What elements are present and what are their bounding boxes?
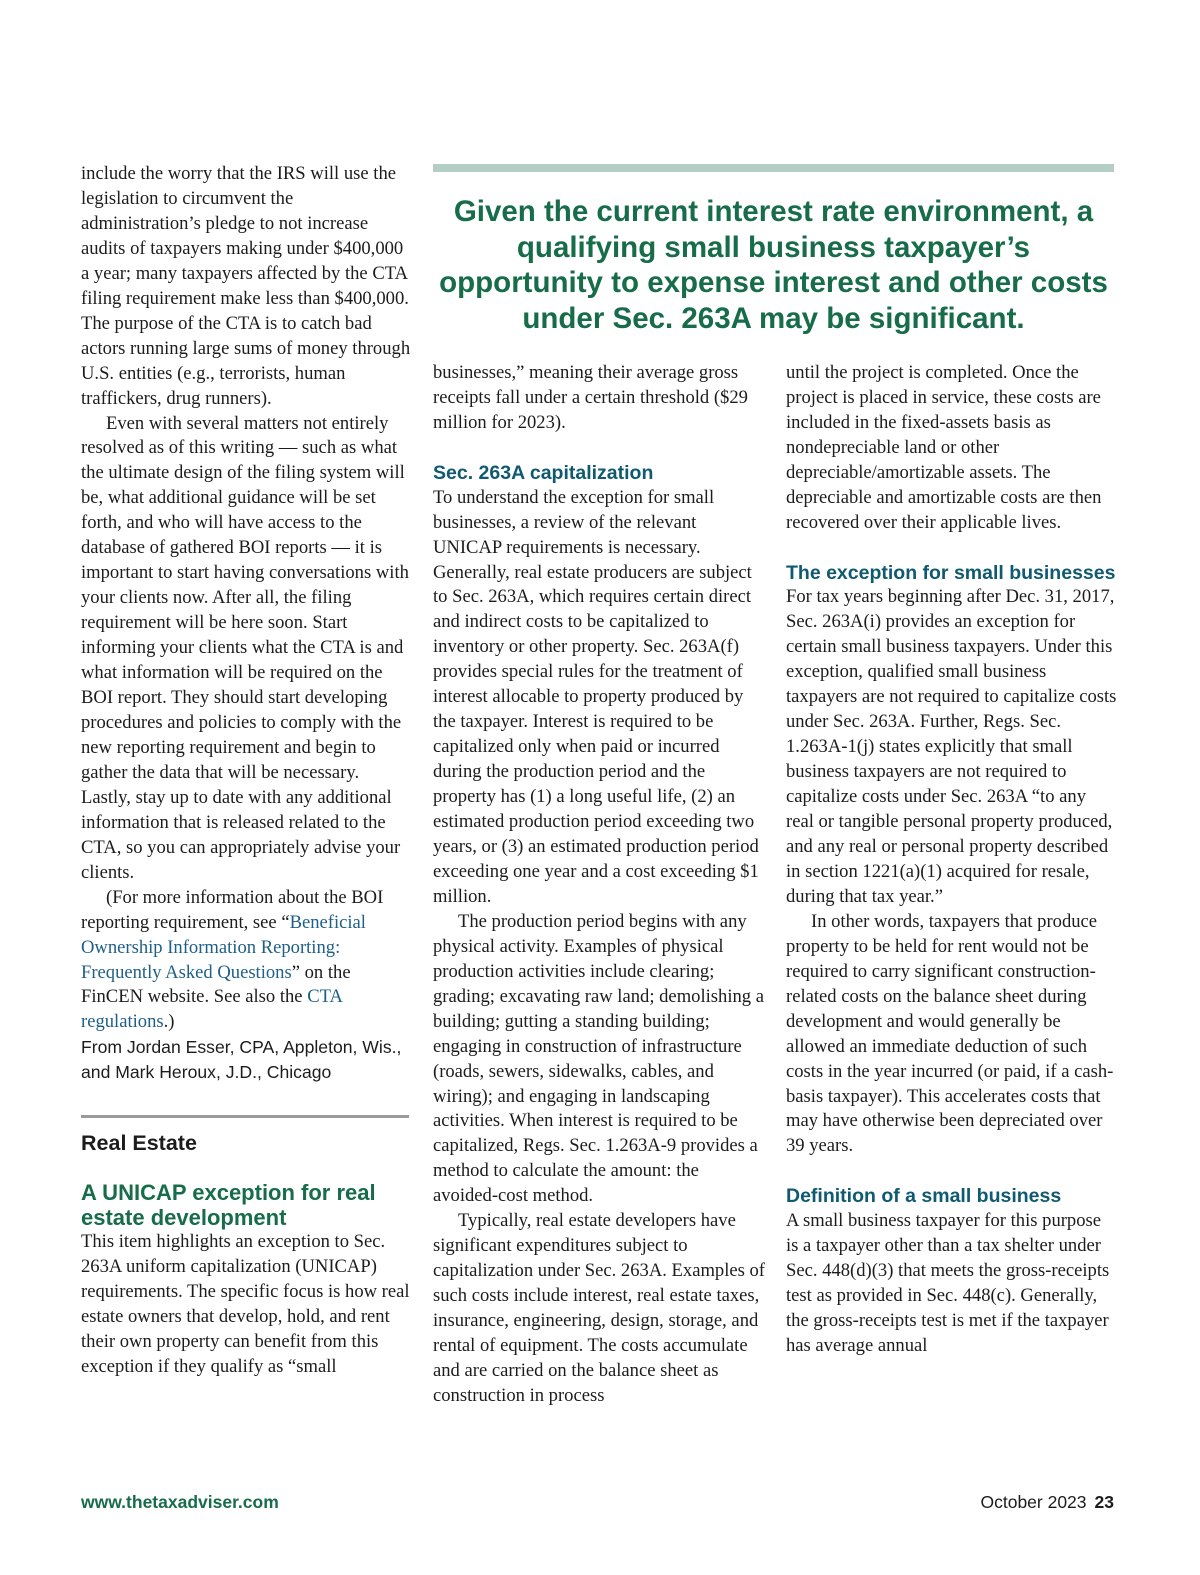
spacer: [433, 436, 768, 461]
paragraph: To understand the exception for small businesses, a review of the relevant UNICAP requirements is necessary. Generally, real estate producers are subject to Sec. 263A, which requires certain direct and indirect costs to be capitalized to inventory or other property. Sec. 263A(f) provides special rules for the treatment of interest allocable to property produced by the taxpayer. Interest is required to be capitalized only when paid or incurred during the production period and the property has (1) a long useful life, (2) an estimated production period exceeding two years, or (3) an estimated production period exceeding one year and a cost exceeding $1 million.: [433, 486, 759, 907]
paragraph: Even with several matters not entirely resolved as of this writing — such as what the ultimate design of the filing system will be, what additional guidance will be set forth, and who will have access to the database of gathered BOI reports — it is important to start having conversations with your clients now. After all, the filing requirement will be here soon. Start informing your clients what the CTA is and what information will be required on the BOI report. They should start developing procedures and policies to comply with the new reporting requirement and begin to gather the data that will be necessary. Lastly, stay up to date with any additional information that is released related to the CTA, so you can appropriately advise your clients.: [81, 412, 409, 883]
paragraph: until the project is completed. Once the project is placed in service, these costs are included in the fixed-assets basis as nondepreciable land or other depreciable/amortizable assets. The depreciable and amortizable costs are then recovered over their applicable lives.: [786, 362, 1102, 533]
pullquote-bar: [433, 164, 1114, 172]
column-middle: [433, 361, 768, 1409]
author-byline: From Jordan Esser, CPA, Appleton, Wis., and Mark Heroux, J.D., Chicago: [81, 1037, 402, 1083]
paragraph: businesses,” meaning their average gross receipts fall under a certain threshold ($29 million for 2023).: [433, 362, 748, 433]
section-title: Real Estate: [81, 1131, 197, 1156]
boi-faq-link[interactable]: Beneficial Ownership Information Reporting: Frequently Asked Questions: [81, 911, 366, 983]
paragraph: The production period begins with any physical activity. Examples of physical production activities include clearing; grading; excavating raw land; demolishing a building; gutting a standing building; engaging in construction of infrastructure (roads, sewers, sidewalks, cables, and wiring); and engaging in landscaping activities. When interest is required to be capitalized, Regs. Sec. 1.263A-9 provides a method to calculate the amount: the avoided-cost method.: [433, 910, 764, 1207]
paragraph: For tax years beginning after Dec. 31, 2017, Sec. 263A(i) provides an exception for certain small business taxpayers. Under this exception, qualified small business taxpayers are not required to capitalize costs under Sec. 263A. Further, Regs. Sec. 1.263A-1(j) states explicitly that small business taxpayers are not required to capitalize costs under Sec. 263A “to any real or tangible personal property produced, and any real or personal property described in section 1221(a)(1) acquired for resale, during that tax year.”: [786, 586, 1117, 907]
subhead-sec-263a: Sec. 263A capitalization: [433, 461, 654, 484]
subhead-definition: Definition of a small business: [786, 1185, 1062, 1208]
column-right: [786, 361, 1118, 1359]
text: .): [163, 1011, 175, 1033]
page-number: 23: [1094, 1492, 1114, 1512]
column-left: [81, 162, 411, 1380]
paragraph: In other words, taxpayers that produce property to be held for rent would not be required to carry significant construction-related costs on the balance sheet during development and would generally be allowed an immediate deduction of such costs in the year incurred (or paid, if a cash-basis taxpayer). This accelerates costs that may have otherwise been depreciated over 39 years.: [786, 910, 1114, 1157]
paragraph: include the worry that the IRS will use the legislation to circumvent the administration’s pledge to not increase audits of taxpayers making under $400,000 a year; many taxpayers affected by the CTA filing requirement make less than $400,000. The purpose of the CTA is to catch bad actors running large sums of money through U.S. entities (e.g., terrorists, human traffickers, drug runners).: [81, 163, 411, 409]
paragraph: Typically, real estate developers have significant expenditures subject to capitalization under Sec. 263A. Examples of such costs include interest, real estate taxes, insurance, engineering, design, storage, and rental of equipment. The costs accumulate and are carried on the balance sheet as construction in process: [433, 1210, 766, 1406]
footer-url[interactable]: www.thetaxadviser.com: [81, 1492, 279, 1512]
paragraph-with-links: [81, 886, 411, 1036]
text: (For more information about the BOI reporting requirement, see “: [81, 886, 384, 933]
text: ” on the FinCEN website. See also the: [81, 961, 351, 1008]
article-title: A UNICAP exception for real estate development: [81, 1180, 376, 1231]
pullquote: Given the current interest rate environment, a qualifying small business taxpayer’s opportunity to expense interest and other costs under Sec. 263A may be significant.: [439, 195, 1108, 335]
spacer: [786, 536, 1118, 561]
footer-folio: [980, 1492, 1114, 1513]
subhead-exception: The exception for small businesses: [786, 561, 1116, 584]
paragraph: This item highlights an exception to Sec. 263A uniform capitalization (UNICAP) requirements. The specific focus is how real estate owners that develop, hold, and rent their own property can benefit from this exception if they qualify as “small: [81, 1231, 410, 1377]
cta-regulations-link[interactable]: CTA regulations: [81, 986, 342, 1033]
paragraph: A small business taxpayer for this purpose is a taxpayer other than a tax shelter under Sec. 448(d)(3) that meets the gross-receipts test as provided in Sec. 448(c). Generally, the gross-receipts test is met if the taxpayer has average annual: [786, 1210, 1110, 1356]
section-divider: [81, 1115, 409, 1118]
spacer: [786, 1159, 1118, 1184]
issue-date: October 2023: [980, 1492, 1087, 1512]
